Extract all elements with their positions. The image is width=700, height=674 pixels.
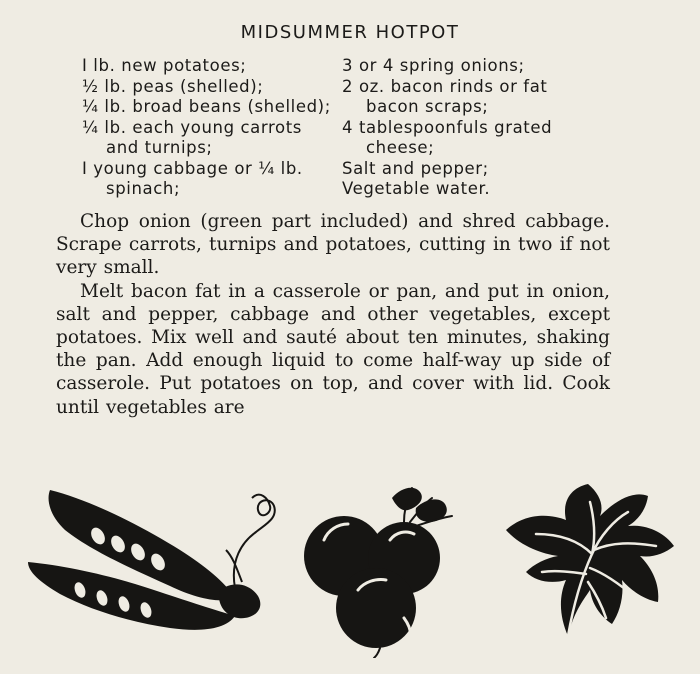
ingredient-line: 3 or 4 spring onions; <box>342 56 525 75</box>
ingredient-line: Vegetable water. <box>342 179 491 198</box>
ingredient-line: I young cabbage or ¼ lb. <box>82 158 303 178</box>
ingredient-line: 4 tablespoonfuls grated <box>342 117 553 137</box>
method-text <box>56 210 610 419</box>
method-paragraph: Melt bacon fat in a casserole or pan, and put in onion, salt and pepper, cabbage and other vegetables, except potatoes. Mix well and sauté about ten minutes, shaking the pan. Add enough liquid to come half-way up side of casserole. Put potatoes on top, and cover with lid. Cook until vegetables are <box>56 280 610 418</box>
ingredient-line: spinach; <box>106 179 181 198</box>
ingredient-line: Salt and pepper; <box>342 158 489 178</box>
ingredient-line: ½ lb. peas (shelled); <box>82 76 264 96</box>
ingredient-line: ¼ lb. broad beans (shelled); <box>82 97 331 116</box>
ingredients-right-column <box>342 56 622 200</box>
root-vegetables-illustration <box>292 478 472 658</box>
method-paragraph: Chop onion (green part included) and shred cabbage. Scrape carrots, turnips and potatoes, cutting in two if not very small. <box>56 211 610 279</box>
ingredient-line: 2 oz. bacon rinds or fat <box>342 76 548 96</box>
ingredient-line: ¼ lb. each young carrots <box>82 117 302 137</box>
ingredient-line: and turnips; <box>106 138 213 157</box>
pea-pods-illustration <box>20 470 290 660</box>
leaf-illustration <box>496 472 686 652</box>
ingredient-line: I lb. new potatoes; <box>82 56 247 75</box>
recipe-title: MIDSUMMER HOTPOT <box>240 22 460 43</box>
ingredient-line: bacon scraps; <box>366 97 489 116</box>
ingredients-left-column <box>82 56 332 200</box>
ingredient-line: cheese; <box>366 138 435 157</box>
